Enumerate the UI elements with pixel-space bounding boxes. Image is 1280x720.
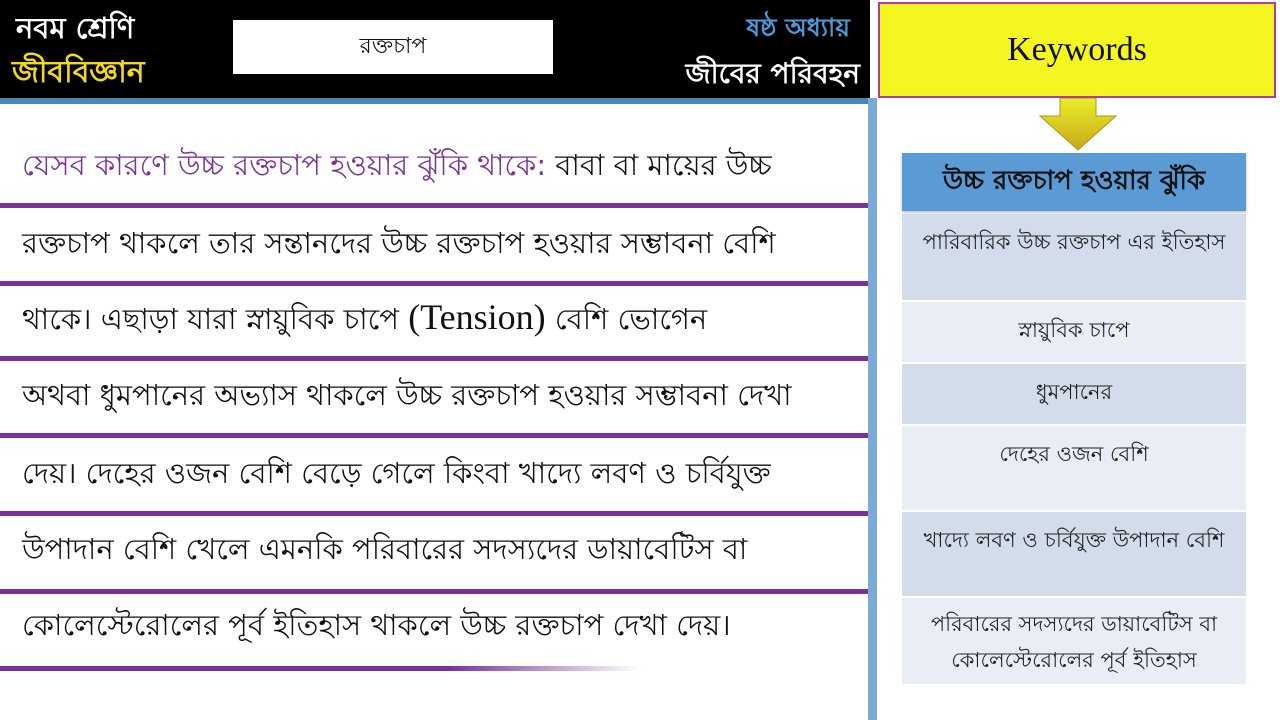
paragraph-line-4: অথবা ধুমপানের অভ্যাস থাকলে উচ্চ রক্তচাপ হওয়ার সম্ভাবনা দেখা <box>22 378 792 412</box>
subject-label: জীববিজ্ঞান <box>12 55 145 90</box>
line-rule <box>0 356 868 361</box>
paragraph-line-1 <box>22 143 772 192</box>
chapter-title: জীবের পরিবহন <box>685 57 860 90</box>
topic-title: রক্তচাপ <box>233 20 553 74</box>
paragraph-lead: যেসব কারণে উচ্চ রক্তচাপ হওয়ার ঝুঁকি থাকে: <box>22 148 547 182</box>
pane-divider <box>868 98 877 720</box>
grade-label: নবম শ্রেণি <box>16 11 135 45</box>
paragraph-line-1-rest: বাবা বা মায়ের উচ্চ <box>546 148 772 182</box>
header-underline <box>0 98 870 104</box>
keyword-item: ধুমপানের <box>902 364 1246 424</box>
paragraph-line-5: দেয়। দেহের ওজন বেশি বেড়ে গেলে কিংবা খাদ্যে লবণ ও চর্বিযুক্ত <box>22 456 771 490</box>
paragraph-line-2: রক্তচাপ থাকলে তার সন্তানদের উচ্চ রক্তচাপ হওয়ার সম্ভাবনা বেশি <box>22 226 776 260</box>
line-rule <box>0 203 868 208</box>
keyword-item: খাদ্যে লবণ ও চর্বিযুক্ত উপাদান বেশি <box>902 512 1246 596</box>
keyword-heading: উচ্চ রক্তচাপ হওয়ার ঝুঁকি <box>902 153 1246 211</box>
paragraph-line-3-b: বেশি ভোগেন <box>545 302 708 336</box>
keywords-title: Keywords <box>878 2 1276 98</box>
line-rule <box>0 433 868 438</box>
down-arrow-icon <box>1038 98 1118 152</box>
paragraph-line-3 <box>22 296 707 346</box>
header-bar <box>0 0 870 98</box>
keyword-item: পারিবারিক উচ্চ রক্তচাপ এর ইতিহাস <box>902 214 1246 300</box>
line-rule-fade <box>0 666 640 671</box>
line-rule <box>0 511 868 516</box>
tension-term: (Tension) <box>408 297 546 337</box>
paragraph-line-7: কোলেস্টেরোলের পূর্ব ইতিহাস থাকলে উচ্চ রক্তচাপ দেখা দেয়। <box>22 608 731 642</box>
keyword-item: দেহের ওজন বেশি <box>902 426 1246 510</box>
chapter-label: ষষ্ঠ অধ্যায় <box>746 13 850 42</box>
line-rule <box>0 589 868 594</box>
keyword-item: পরিবারের সদস্যদের ডায়াবেটিস বা কোলেস্টেরোলের পূর্ব ইতিহাস <box>902 598 1246 684</box>
line-rule <box>0 281 868 286</box>
paragraph-line-6: উপাদান বেশি খেলে এমনকি পরিবারের সদস্যদের ডায়াবেটিস বা <box>22 532 748 566</box>
keyword-item: স্নায়ুবিক চাপে <box>902 302 1246 362</box>
paragraph-line-3-a: থাকে। এছাড়া যারা স্নায়ুবিক চাপে <box>22 302 409 336</box>
